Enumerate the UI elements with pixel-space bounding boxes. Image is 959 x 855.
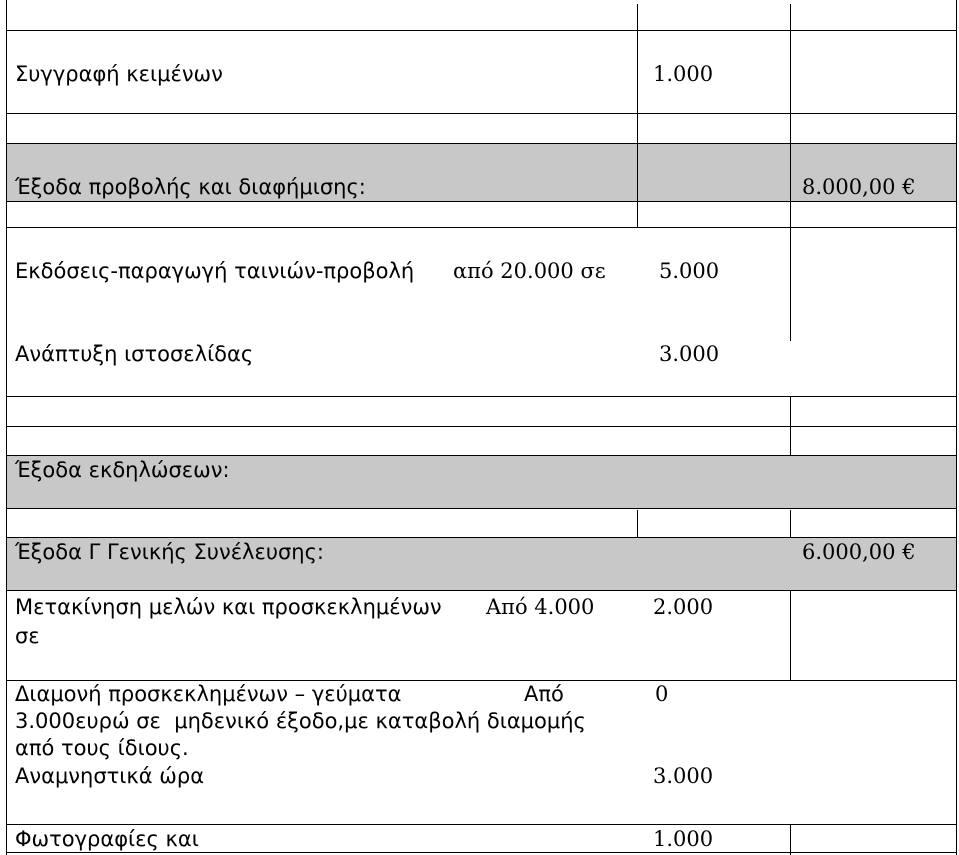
assembly-amount: 6.000,00 € xyxy=(802,540,916,564)
row-border xyxy=(6,113,957,114)
events-label: Έξοδα εκδηλώσεων: xyxy=(15,458,230,482)
row-border xyxy=(6,426,957,427)
publishing-range: από 20.000 σε xyxy=(453,259,606,283)
table-right-border xyxy=(956,0,957,855)
souvenirs-amount: 3.000 xyxy=(653,764,714,788)
row-border xyxy=(6,396,957,397)
promo-label: Έξοδα προβολής και διαφήμισης: xyxy=(15,175,366,199)
publishing-amount: 5.000 xyxy=(659,259,720,283)
col1-divider xyxy=(637,510,638,537)
souvenirs-label: Αναμνηστικά ώρα xyxy=(15,764,205,788)
promo-amount: 8.000,00 € xyxy=(802,175,916,199)
accommodation-range: Από xyxy=(524,682,564,706)
website-amount: 3.000 xyxy=(659,342,720,366)
row-border xyxy=(6,590,957,591)
col2-divider xyxy=(790,590,791,680)
table-left-border xyxy=(6,0,7,855)
writing-amount: 1.000 xyxy=(653,62,714,86)
transport-range: Από 4.000 xyxy=(486,595,595,619)
row-border xyxy=(6,227,957,228)
photos-amount: 1.000 xyxy=(653,827,714,851)
accommodation-detail-cont: από τους ίδιους. xyxy=(15,736,189,760)
row-border xyxy=(6,143,957,144)
col2-divider xyxy=(790,824,791,855)
writing-label: Συγγραφή κειμένων xyxy=(15,62,223,86)
transport-label-cont: σε xyxy=(15,624,40,648)
transport-amount: 2.000 xyxy=(653,595,714,619)
col1-divider xyxy=(637,4,638,227)
publishing-label: Εκδόσεις-παραγωγή ταινιών-προβολή xyxy=(15,259,415,283)
row-border xyxy=(6,30,957,31)
accommodation-detail: 3.000ευρώ σε μηδενικό έξοδο,με καταβολή διαμομής xyxy=(15,709,586,733)
website-label: Ανάπτυξη ιστοσελίδας xyxy=(15,342,254,366)
accommodation-label: Διαμονή προσκεκλημένων – γεύματα xyxy=(15,682,402,706)
transport-label: Μετακίνηση μελών και προσκεκλημένων xyxy=(15,595,442,619)
accommodation-amount: 0 xyxy=(655,682,669,706)
photos-label: Φωτογραφίες και xyxy=(15,827,199,851)
row-border xyxy=(6,508,957,509)
col2-divider xyxy=(790,510,791,537)
col2-divider xyxy=(790,4,791,341)
assembly-label: Έξοδα Γ Γενικής Συνέλευσης: xyxy=(15,540,324,564)
